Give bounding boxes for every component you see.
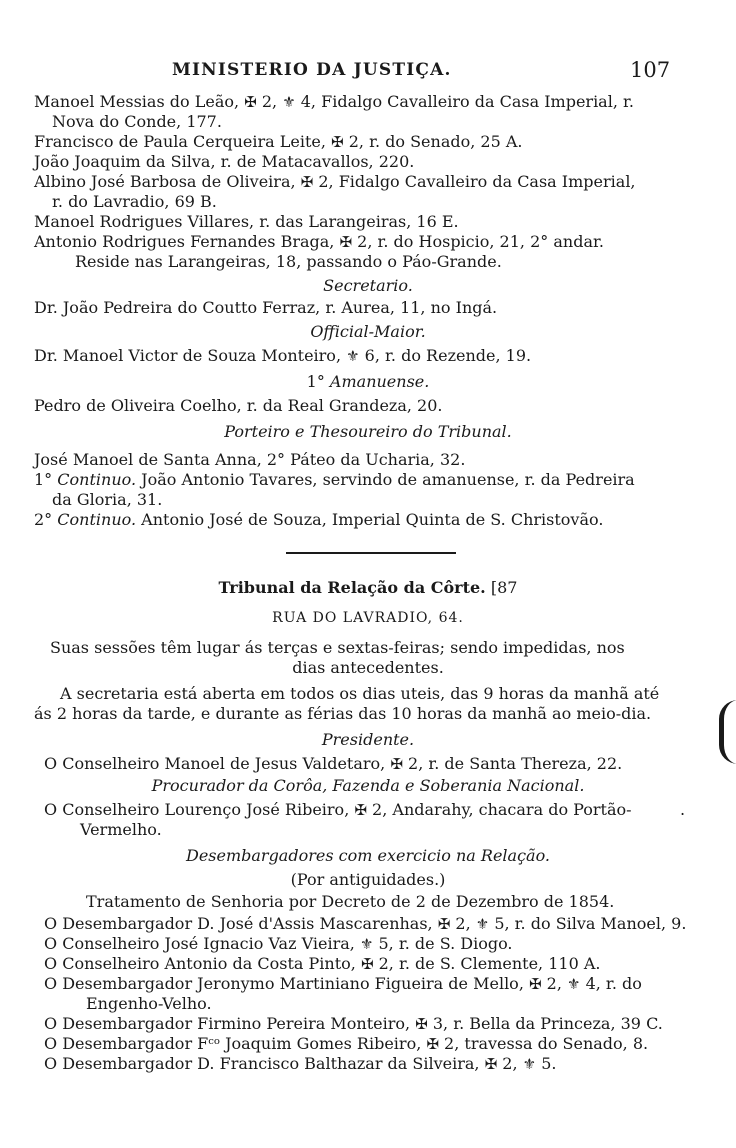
entry-line: O Desembargador Firmino Pereira Monteiro, ✠ 3, r. Bella da Princeza, 39 C. xyxy=(44,1014,663,1033)
entry-line: O Conselheiro Antonio da Costa Pinto, ✠ 2, r. de S. Clemente, 110 A. xyxy=(44,954,601,973)
entry-line: O Conselheiro Lourenço José Ribeiro, ✠ 2, Andarahy, chacara do Portão- xyxy=(44,800,632,819)
section-heading: Desembargadores com exercicio na Relação. xyxy=(185,846,551,865)
entry-line: Francisco de Paula Cerqueira Leite, ✠ 2, r. do Senado, 25 A. xyxy=(34,132,523,151)
entry-line: 2° Continuo. Antonio José de Souza, Imperial Quinta de S. Christovão. xyxy=(34,510,604,529)
section-heading: Presidente. xyxy=(321,730,415,749)
entry-line: O Desembargador D. José d'Assis Mascarenhas, ✠ 2, ⚜ 5, r. do Silva Manoel, 9. xyxy=(44,914,687,933)
entry-line: Nova do Conde, 177. xyxy=(52,112,222,131)
rose-icon: ⚜ xyxy=(359,935,374,953)
tribunal-heading: Tribunal da Relação da Côrte. [87 xyxy=(218,578,518,597)
entry-line: Engenho-Velho. xyxy=(86,994,212,1013)
rose-icon: ⚜ xyxy=(522,1055,537,1073)
section-heading: 1° Amanuense. xyxy=(306,372,430,391)
entry-line: João Joaquim da Silva, r. de Matacavallos, 220. xyxy=(34,152,415,171)
paragraph-line: ás 2 horas da tarde, e durante as férias das 10 horas da manhã ao meio-dia. xyxy=(34,704,652,723)
entry-line: O Conselheiro José Ignacio Vaz Vieira, ⚜ 5, r. de S. Diogo. xyxy=(44,934,513,953)
rose-icon: ⚜ xyxy=(346,347,360,365)
cross-icon: ✠ xyxy=(354,801,367,819)
entry-line: Tratamento de Senhoria por Decreto de 2 de Dezembro de 1854. xyxy=(86,892,615,911)
cross-icon: ✠ xyxy=(529,975,542,993)
entry-line: O Conselheiro Manoel de Jesus Valdetaro, ✠ 2, r. de Santa Thereza, 22. xyxy=(44,754,623,773)
entry-line: Dr. João Pedreira do Coutto Ferraz, r. Aurea, 11, no Ingá. xyxy=(34,298,498,317)
entry-line: Pedro de Oliveira Coelho, r. da Real Grandeza, 20. xyxy=(34,396,443,415)
cross-icon: ✠ xyxy=(437,915,451,933)
cross-icon: ✠ xyxy=(300,173,314,191)
entry-line: da Gloria, 31. xyxy=(52,490,163,509)
rose-icon: ⚜ xyxy=(282,93,296,111)
rose-icon: ⚜ xyxy=(567,975,581,993)
cross-icon: ✠ xyxy=(415,1015,428,1033)
stray-dot: . xyxy=(680,800,686,819)
cross-icon: ✠ xyxy=(331,133,344,151)
entry-line: Reside nas Larangeiras, 18, passando o Páo-Grande. xyxy=(75,252,502,271)
section-heading: Official-Maior. xyxy=(310,322,426,341)
page-number: 107 xyxy=(630,58,671,82)
entry-line: Dr. Manoel Victor de Souza Monteiro, ⚜ 6, r. do Rezende, 19. xyxy=(34,346,532,365)
rose-icon: ⚜ xyxy=(475,915,490,933)
entry-line: Manoel Messias do Leão, ✠ 2, ⚜ 4, Fidalgo Cavalleiro da Casa Imperial, r. xyxy=(34,92,634,111)
entry-line: O Desembargador Fᶜᵒ Joaquim Gomes Ribeiro, ✠ 2, travessa do Senado, 8. xyxy=(44,1034,649,1053)
paragraph-line: dias antecedentes. xyxy=(292,658,444,677)
entry-line: Albino José Barbosa de Oliveira, ✠ 2, Fidalgo Cavalleiro da Casa Imperial, xyxy=(34,172,636,191)
cross-icon: ✠ xyxy=(390,755,403,773)
section-divider xyxy=(286,552,456,554)
cross-icon: ✠ xyxy=(244,93,257,111)
entry-line: 1° Continuo. João Antonio Tavares, servindo de amanuense, r. da Pedreira xyxy=(34,470,635,489)
cross-icon: ✠ xyxy=(484,1055,498,1073)
entry-line: r. do Lavradio, 69 B. xyxy=(52,192,217,211)
page-edge-mark xyxy=(719,700,736,764)
tribunal-address: RUA DO LAVRADIO, 64. xyxy=(272,610,464,626)
entry-line: Antonio Rodrigues Fernandes Braga, ✠ 2, r. do Hospicio, 21, 2° andar. xyxy=(34,232,604,251)
paragraph-line: A secretaria está aberta em todos os dias uteis, das 9 horas da manhã até xyxy=(60,684,660,703)
section-heading: Procurador da Corôa, Fazenda e Soberania Nacional. xyxy=(151,776,585,795)
section-heading: Porteiro e Thesoureiro do Tribunal. xyxy=(224,422,512,441)
entry-line: O Desembargador D. Francisco Balthazar da Silveira, ✠ 2, ⚜ 5. xyxy=(44,1054,557,1073)
entry-line: Vermelho. xyxy=(80,820,162,839)
paragraph-line: Suas sessões têm lugar ás terças e sextas-feiras; sendo impedidas, nos xyxy=(50,638,625,657)
entry-line: Manoel Rodrigues Villares, r. das Larangeiras, 16 E. xyxy=(34,212,459,231)
running-header: MINISTERIO DA JUSTIÇA. xyxy=(172,60,452,80)
cross-icon: ✠ xyxy=(339,233,353,251)
cross-icon: ✠ xyxy=(360,955,374,973)
section-heading: Secretario. xyxy=(323,276,413,295)
section-heading: (Por antiguidades.) xyxy=(290,870,446,889)
cross-icon: ✠ xyxy=(426,1035,439,1053)
entry-line: O Desembargador Jeronymo Martiniano Figueira de Mello, ✠ 2, ⚜ 4, r. do xyxy=(44,974,642,993)
entry-line: José Manoel de Santa Anna, 2° Páteo da Ucharia, 32. xyxy=(34,450,466,469)
